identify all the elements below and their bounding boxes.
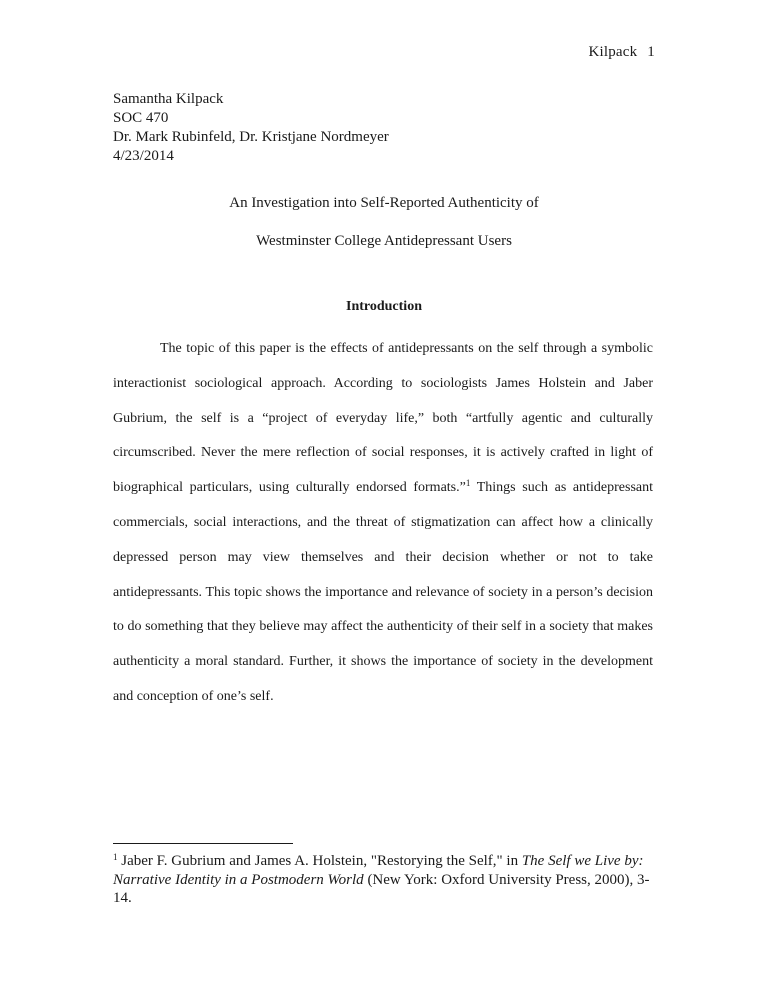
author-name: Samantha Kilpack bbox=[113, 91, 224, 107]
body-paragraph bbox=[113, 332, 653, 715]
footnote-reference: 1 bbox=[465, 478, 471, 489]
author-header-block bbox=[113, 90, 389, 166]
body-text-before-note: The topic of this paper is the effects of antidepressants on the self through a symbolic interactionist sociological approach. According to sociologists James Holstein and Jaber Gubrium, the self is a “project of everyday life,” both “artfully agentic and culturally circumscribed. Never the mere reflection of social responses, it is actively crafted in light of biographical particulars, using culturally endorsed formats.” bbox=[113, 341, 653, 496]
section-heading-introduction: Introduction bbox=[346, 299, 422, 314]
instructor-names: Dr. Mark Rubinfeld, Dr. Kristjane Nordmeyer bbox=[113, 129, 389, 145]
paper-title-line-2: Westminster College Antidepressant Users bbox=[256, 233, 512, 249]
footnote-text-before: Jaber F. Gubrium and James A. Holstein, "Restorying the Self," in bbox=[117, 853, 522, 869]
paper-date: 4/23/2014 bbox=[113, 148, 174, 164]
footnote-book-title: The Self we Live by: Narrative Identity in a Postmodern World bbox=[113, 853, 644, 888]
footnote-number: 1 bbox=[113, 852, 118, 862]
footnote-divider bbox=[113, 843, 293, 844]
footnote bbox=[113, 852, 658, 908]
footnote-text-after: (New York: Oxford University Press, 2000), 3-14. bbox=[113, 871, 650, 906]
body-text-after-note: Things such as antidepressant commercials, social interactions, and the threat of stigmatization can affect how a clinically depressed person may view themselves and their decision whether or not to take antidepressants. This topic shows the importance and relevance of society in a person’s decision to do something that they believe may affect the authenticity of their self in a society that makes authenticity a moral standard. Further, it shows the importance of society in the development and conception of one’s self. bbox=[113, 480, 654, 704]
running-head: Kilpack 1 bbox=[588, 44, 655, 60]
paper-title-line-1: An Investigation into Self-Reported Authenticity of bbox=[229, 195, 539, 211]
course-code: SOC 470 bbox=[113, 110, 169, 126]
